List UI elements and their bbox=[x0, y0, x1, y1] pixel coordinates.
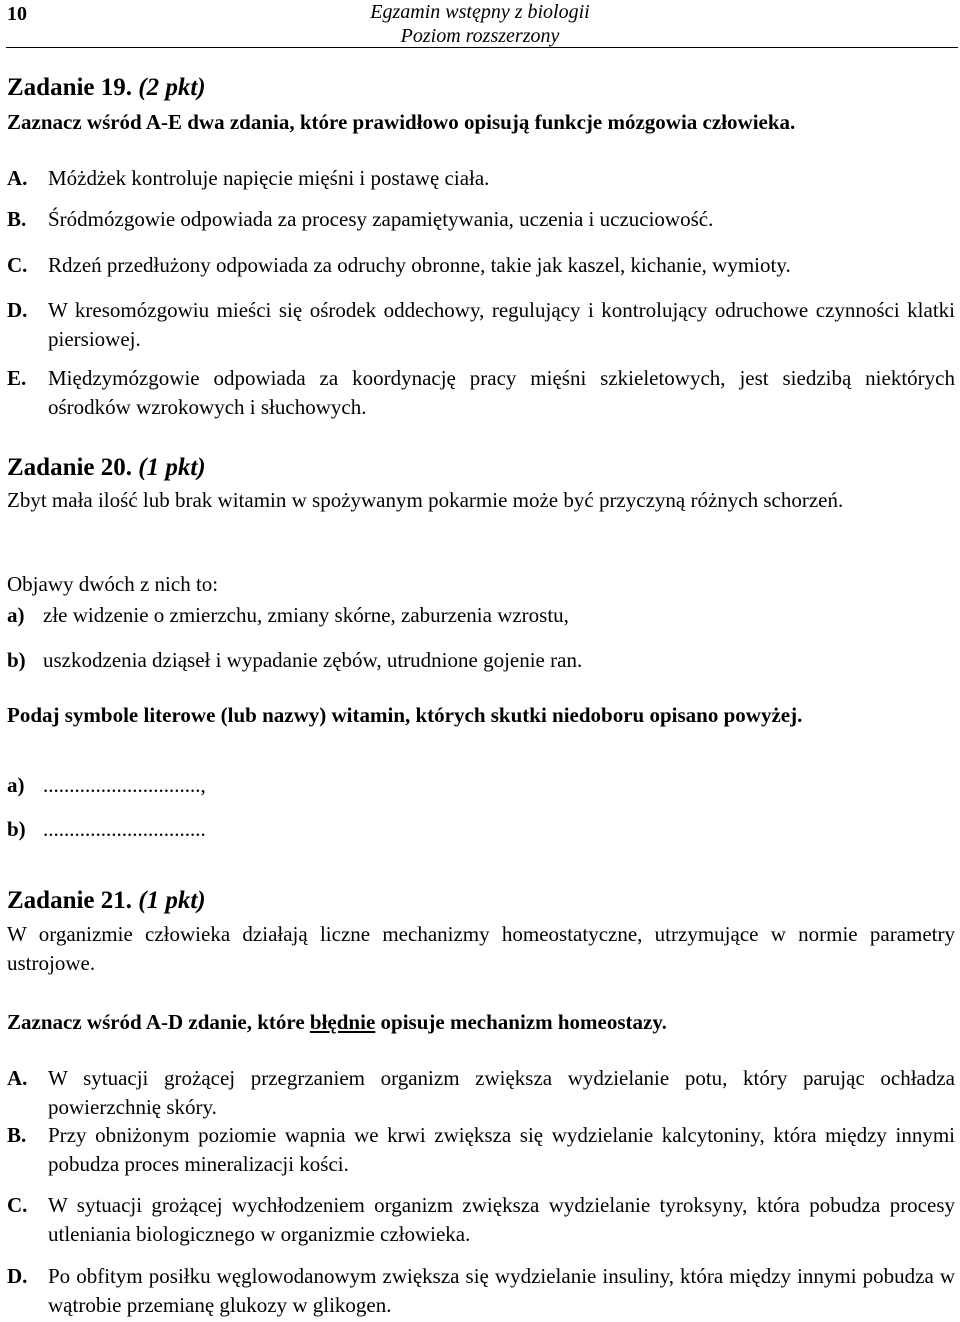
task-20-number: Zadanie 20. bbox=[7, 454, 133, 481]
task-21-intro: W organizmie człowieka działają liczne mechanizmy homeostatyczne, utrzymujące w normie parametry ustrojowe. bbox=[7, 922, 955, 975]
task-20-symptom-a bbox=[7, 601, 955, 630]
symptom-text: uszkodzenia dziąseł i wypadanie zębów, utrudnione gojenie ran. bbox=[43, 648, 583, 672]
task-21-number: Zadanie 21. bbox=[7, 887, 133, 914]
task-20-title bbox=[7, 453, 955, 483]
task-19-option-c[interactable] bbox=[7, 251, 955, 280]
task-20-symptom-b bbox=[7, 646, 955, 675]
option-text: W kresomózgowiu mieści się ośrodek oddechowy, regulujący i kontrolujący odruchowe czynności klatki piersiowej. bbox=[48, 298, 955, 351]
option-text: Rdzeń przedłużony odpowiada za odruchy obronne, takie jak kaszel, kichanie, wymioty. bbox=[48, 253, 791, 277]
task-19-number: Zadanie 19. bbox=[7, 74, 133, 101]
task-21-points: (1 pkt) bbox=[138, 887, 206, 914]
task-19-title bbox=[7, 73, 955, 103]
task-19-option-b[interactable] bbox=[7, 205, 955, 234]
option-letter: A. bbox=[7, 166, 28, 190]
task-19-option-a[interactable] bbox=[7, 164, 955, 193]
option-text: W sytuacji grożącej przegrzaniem organizm zwiększa wydzielanie potu, który parując ochładza powierzchnię skóry. bbox=[48, 1066, 955, 1119]
page-header bbox=[0, 0, 960, 48]
option-letter: B. bbox=[7, 207, 27, 231]
task-20-answer-a[interactable] bbox=[7, 771, 955, 800]
option-text: Śródmózgowie odpowiada za procesy zapamiętywania, uczenia i uczuciowość. bbox=[48, 207, 714, 231]
option-letter: C. bbox=[7, 253, 28, 277]
symptom-letter: a) bbox=[7, 603, 25, 627]
header-title bbox=[230, 0, 730, 48]
option-letter: B. bbox=[7, 1123, 27, 1147]
option-text: Przy obniżonym poziomie wapnia we krwi zwiększa się wydzielanie kalcytoniny, która między innymi pobudza proces mineralizacji kości. bbox=[48, 1123, 955, 1176]
page-number: 10 bbox=[7, 3, 27, 25]
task-20-symptoms-intro: Objawy dwóch z nich to: bbox=[7, 572, 219, 596]
option-letter: C. bbox=[7, 1193, 28, 1217]
option-text: Po obfitym posiłku węglowodanowym zwiększa się wydzielanie insuliny, która między innymi pobudza w wątrobie przemianę glukozy w glikogen. bbox=[48, 1264, 955, 1317]
option-letter: D. bbox=[7, 298, 28, 322]
task-20-intro: Zbyt mała ilość lub brak witamin w spożywanym pokarmie może być przyczyną różnych schorzeń. bbox=[7, 488, 844, 512]
task-19-option-e[interactable] bbox=[7, 364, 955, 422]
option-letter: E. bbox=[7, 366, 27, 390]
header-line-1: Egzamin wstępny z biologii bbox=[370, 1, 590, 23]
instruction-underlined: błędnie bbox=[309, 1010, 376, 1034]
instruction-pre: Zaznacz wśród A-D zdanie, które bbox=[7, 1010, 310, 1034]
task-21-instruction bbox=[7, 1008, 955, 1037]
header-line-2: Poziom rozszerzony bbox=[400, 25, 560, 47]
task-21-option-d[interactable] bbox=[7, 1262, 955, 1320]
symptom-letter: b) bbox=[7, 648, 26, 672]
option-text: Międzymózgowie odpowiada za koordynację pracy mięśni szkieletowych, jest siedzibą niektórych ośrodków wzrokowych i słuchowych. bbox=[48, 366, 955, 419]
symptom-text: złe widzenie o zmierzchu, zmiany skórne, zaburzenia wzrostu, bbox=[43, 603, 569, 627]
answer-letter: b) bbox=[7, 817, 26, 841]
task-21-option-b[interactable] bbox=[7, 1121, 955, 1179]
option-text: W sytuacji grożącej wychłodzeniem organizm zwiększa wydzielanie tyroksyny, która pobudza procesy utleniania biologicznego w organizmie człowieka. bbox=[48, 1193, 955, 1246]
option-letter: D. bbox=[7, 1264, 28, 1288]
task-19-points: (2 pkt) bbox=[138, 74, 206, 101]
task-20-answer-b[interactable] bbox=[7, 815, 955, 844]
task-20-points: (1 pkt) bbox=[138, 454, 206, 481]
instruction-post: opisuje mechanizm homeostazy. bbox=[375, 1010, 667, 1034]
task-19-instruction: Zaznacz wśród A-E dwa zdania, które prawidłowo opisują funkcje mózgowia człowieka. bbox=[7, 110, 796, 134]
answer-blank-a[interactable]: .............................., bbox=[43, 773, 206, 797]
option-text: Móżdżek kontroluje napięcie mięśni i postawę ciała. bbox=[48, 166, 490, 190]
task-21-option-c[interactable] bbox=[7, 1191, 955, 1249]
header-divider bbox=[6, 47, 958, 48]
task-19-option-d[interactable] bbox=[7, 296, 955, 354]
task-21-option-a[interactable] bbox=[7, 1064, 955, 1122]
answer-blank-b[interactable]: ............................... bbox=[43, 817, 206, 841]
answer-letter: a) bbox=[7, 773, 25, 797]
task-20-instruction: Podaj symbole literowe (lub nazwy) witamin, których skutki niedoboru opisano powyżej. bbox=[7, 703, 803, 727]
option-letter: A. bbox=[7, 1066, 28, 1090]
task-21-title bbox=[7, 886, 955, 916]
